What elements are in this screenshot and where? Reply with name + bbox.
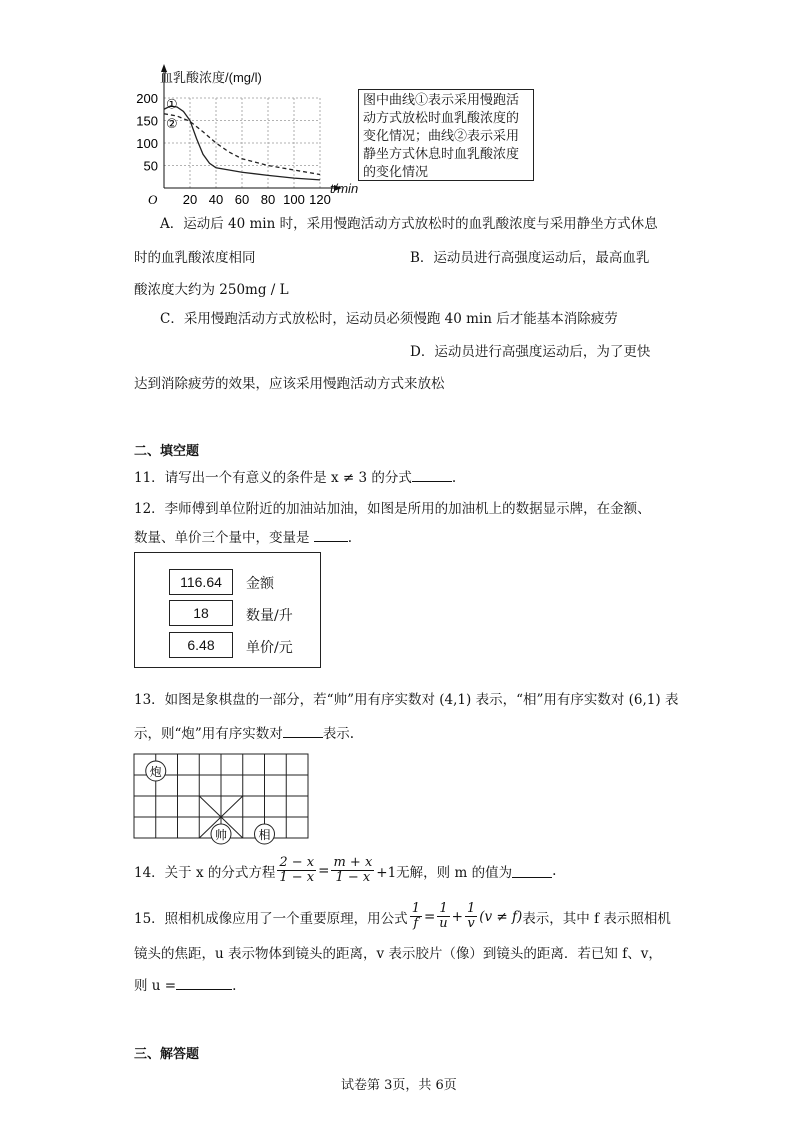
section-answer-heading: 三、解答题 bbox=[134, 1047, 200, 1062]
q15-text-2: 表示，其中 f 表示照相机 bbox=[522, 910, 671, 927]
option-d-line1: D．运动员进行高强度运动后，为了更快 bbox=[410, 344, 651, 360]
q12-text: 数量、单价三个量中，变量是 bbox=[134, 530, 310, 546]
xiang-piece bbox=[255, 824, 275, 844]
q14-fraction-2 bbox=[331, 856, 374, 886]
y-tick-label: 50 bbox=[143, 158, 158, 174]
q15-v-den: v bbox=[467, 916, 475, 932]
q15-v-num: 1 bbox=[466, 901, 476, 916]
pao-piece bbox=[146, 761, 166, 781]
unit-price-value: 6.48 bbox=[169, 632, 233, 658]
question-13-line1: 13．如图是象棋盘的一部分，若“帅”用有序实数对 (4,1) 表示，“相”用有序实数对 (6,1) 表 bbox=[134, 692, 679, 708]
fuel-display-panel bbox=[134, 552, 321, 668]
question-15-line3 bbox=[134, 974, 236, 994]
q13-text: 示，则“炮”用有序实数对 bbox=[134, 726, 283, 742]
unit-price-label: 单价/元 bbox=[246, 640, 293, 656]
y-tick-label: 150 bbox=[136, 113, 158, 129]
q13-end: 表示. bbox=[322, 726, 355, 742]
question-11 bbox=[134, 466, 456, 486]
page-footer: 试卷第 3页，共 6页 bbox=[341, 1078, 457, 1093]
q15-condition: (v ≠ f) bbox=[479, 908, 523, 925]
q15-text: 15．照相机成像应用了一个重要原理，用公式 bbox=[134, 910, 408, 927]
x-tick-label: 20 bbox=[182, 192, 198, 207]
q15-plus: + bbox=[451, 908, 463, 925]
origin-label: O bbox=[148, 192, 158, 207]
chart-note: 图中曲线①表示采用慢跑活动方式放松时血乳酸浓度的变化情况；曲线②表示采用静坐方式休息时血乳酸浓度的变化情况 bbox=[358, 89, 534, 181]
option-b-line2: 酸浓度大约为 250mg / L bbox=[134, 282, 289, 298]
x-tick-label: 100 bbox=[283, 192, 305, 207]
q15-fraction-v bbox=[465, 902, 477, 932]
shuai-label: 帅 bbox=[214, 828, 228, 842]
option-d-line2: 达到消除疲劳的效果，应该采用慢跑活动方式来放松 bbox=[134, 376, 445, 392]
q11-end: . bbox=[451, 470, 457, 486]
amount-value: 116.64 bbox=[169, 569, 233, 595]
pao-label: 炮 bbox=[149, 765, 162, 779]
q14-end: . bbox=[552, 862, 557, 879]
q15-blank bbox=[176, 975, 232, 990]
q12-blank bbox=[314, 527, 348, 542]
question-15-line1 bbox=[134, 902, 671, 932]
q15-text-3: 则 u = bbox=[134, 978, 177, 994]
quantity-label: 数量/升 bbox=[246, 608, 293, 624]
q14-blank bbox=[512, 863, 552, 878]
q15-equals: = bbox=[423, 908, 436, 925]
chessboard-diagram bbox=[130, 750, 312, 846]
x-axis-label: t/min bbox=[330, 181, 359, 196]
q13-blank bbox=[283, 723, 323, 738]
y-tick-label: 200 bbox=[136, 91, 158, 106]
q14-f2-num: m + x bbox=[333, 855, 373, 870]
shuai-piece bbox=[211, 824, 231, 844]
q15-u-den: u bbox=[439, 916, 448, 932]
q15-f-num: 1 bbox=[411, 901, 420, 916]
option-a-line2: 时的血乳酸浓度相同 bbox=[134, 250, 256, 266]
q15-end: . bbox=[232, 978, 237, 994]
series-label-1: ① bbox=[166, 97, 178, 113]
question-13-line2 bbox=[134, 722, 354, 742]
option-a-line1: A．运动后 40 min 时，采用慢跑活动方式放松时的血乳酸浓度与采用静坐方式休息 bbox=[160, 216, 658, 232]
xiang-label: 相 bbox=[258, 828, 271, 842]
q15-f-den: f bbox=[413, 916, 419, 932]
q11-text: 11．请写出一个有意义的条件是 x ≠ 3 的分式 bbox=[134, 470, 412, 486]
q14-fraction-1 bbox=[277, 856, 316, 886]
x-tick-label: 80 bbox=[260, 192, 276, 207]
q14-equals: = bbox=[318, 862, 330, 879]
amount-label: 金额 bbox=[246, 576, 274, 592]
q12-end: . bbox=[347, 530, 353, 546]
y-tick-label: 100 bbox=[136, 136, 158, 151]
question-15-line2: 镜头的焦距，u 表示物体到镜头的距离，v 表示胶片（像）到镜头的距离．若已知 f、v， bbox=[134, 946, 662, 962]
q15-fraction-f bbox=[410, 902, 422, 932]
x-tick-label: 40 bbox=[208, 192, 224, 207]
q14-f1-num: 2 − x bbox=[279, 855, 315, 870]
q14-text: 14．关于 x 的分式方程 bbox=[134, 864, 276, 881]
section-fill-blank-heading: 二、填空题 bbox=[134, 444, 200, 459]
question-14 bbox=[134, 856, 556, 886]
y-axis-label: 血乳酸浓度/(mg/l) bbox=[160, 70, 262, 85]
q14-f1-den: 1 − x bbox=[279, 870, 315, 886]
q15-fraction-u bbox=[437, 902, 449, 932]
x-tick-label: 120 bbox=[309, 192, 331, 207]
option-c: C．采用慢跑活动方式放松时，运动员必须慢跑 40 min 后才能基本消除疲劳 bbox=[160, 311, 618, 327]
q11-blank bbox=[412, 467, 452, 482]
q15-u-num: 1 bbox=[439, 901, 448, 916]
quantity-value: 18 bbox=[169, 600, 233, 626]
q14-text-2: +1无解，则 m 的值为 bbox=[376, 864, 513, 881]
option-b-line1: B．运动员进行高强度运动后，最高血乳 bbox=[410, 250, 650, 266]
series-label-2: ② bbox=[166, 116, 178, 132]
question-12-line1: 12．李师傅到单位附近的加油站加油，如图是所用的加油机上的数据显示牌，在金额、 bbox=[134, 501, 651, 517]
x-tick-label: 60 bbox=[234, 192, 250, 207]
question-12-line2 bbox=[134, 526, 352, 546]
q14-f2-den: 1 − x bbox=[335, 870, 371, 886]
